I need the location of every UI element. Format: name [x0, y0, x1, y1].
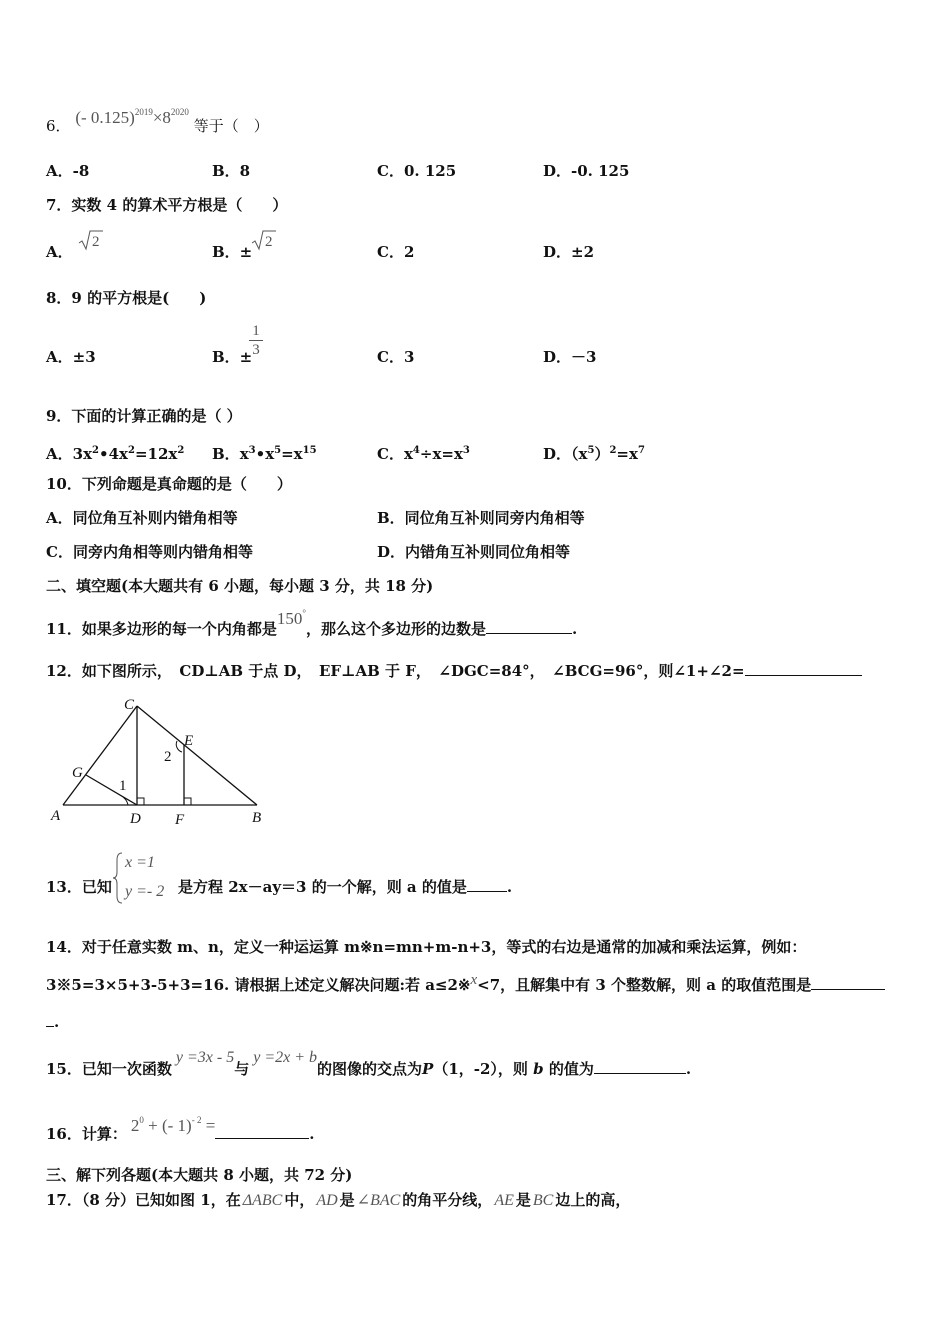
q11-answer-blank	[486, 633, 572, 634]
q9-c-label: C．	[377, 445, 404, 463]
q9-b-term: x	[239, 445, 249, 463]
figure-label-e: E	[184, 733, 194, 749]
q14-line1: 14．对于任意实数 m、n，定义一种运运算 m※n=mn+m-n+3，等式的右边是通常的加减和乘法运算，例如：	[46, 938, 807, 956]
q12-answer-blank	[745, 675, 862, 676]
q16-expr3: =	[201, 1116, 216, 1135]
figure-label-b: B	[252, 810, 262, 826]
q16-expr1: 2	[130, 1116, 140, 1135]
q9-b-sup: 3	[248, 445, 256, 456]
q9-stem: 9．下面的计算正确的是（ ）	[46, 407, 242, 425]
q10-option-c: C．同旁内角相等则内错角相等	[46, 543, 253, 561]
q12-figure	[46, 692, 276, 830]
q9-d-sup: 7	[637, 445, 645, 456]
q16-line	[46, 1115, 315, 1144]
q9-d-label: D．	[543, 445, 572, 463]
q7-b-label: B．±	[212, 243, 253, 261]
q9-c-sup: 3	[462, 445, 470, 456]
q11-angle: 150	[276, 609, 303, 628]
q10-option-a: A．同位角互补则内错角相等	[46, 509, 238, 527]
q14-line3	[46, 1012, 59, 1032]
q7-option-d: D．±2	[543, 243, 595, 261]
q15-point-p: P	[422, 1060, 434, 1078]
q6-exp2: 2020	[170, 107, 189, 117]
q6-line	[46, 107, 269, 136]
q6-exp1: 2019	[134, 107, 153, 117]
q17-mid3: 的角平分线，	[402, 1191, 493, 1209]
q15-b: b	[533, 1060, 544, 1078]
q11-post: ，那么这个多边形的边数是	[306, 620, 487, 638]
q8-frac-den: 3	[252, 342, 260, 358]
q14-answer-blank	[811, 989, 885, 990]
q9-option-c	[377, 441, 470, 464]
q9-b-sup: 15	[302, 445, 317, 456]
q7-option-a	[46, 242, 73, 262]
q9-d-term: （x	[571, 445, 588, 463]
q9-b-term: =x	[281, 445, 303, 463]
q17-mid4: 是	[515, 1191, 531, 1209]
q13-post-line	[178, 877, 512, 897]
q15-post3: 的值为	[543, 1060, 594, 1078]
q13-end: .	[506, 878, 513, 896]
q9-c-term: ÷x=x	[419, 445, 463, 463]
q17-angle: ∠BAC	[356, 1192, 401, 1209]
section-2-heading: 二、填空题(本大题共有 6 小题，每小题 3 分，共 18 分)	[46, 577, 434, 595]
q11-line	[46, 608, 578, 639]
q11-end: .	[572, 620, 578, 638]
q7-a-label: A．	[46, 243, 73, 261]
q9-a-sup: 2	[177, 445, 185, 456]
q15-answer-blank	[594, 1073, 686, 1074]
q6-option-b: B．8	[212, 162, 251, 180]
q15-end: .	[685, 1060, 692, 1078]
q9-a-term: •4x	[99, 445, 128, 463]
q7-option-b	[212, 242, 252, 262]
q9-option-d	[543, 441, 645, 464]
q9-a-sup: 2	[127, 445, 135, 456]
q17-ad: AD	[316, 1192, 338, 1209]
q10-option-b: B．同位角互补则同旁内角相等	[377, 509, 585, 527]
q15-pre: 15．已知一次函数	[46, 1060, 172, 1078]
q16-answer-blank	[215, 1138, 309, 1139]
q17-pre: 17．（8 分）已知如图 1，在	[46, 1191, 241, 1209]
q11-deg: °	[302, 608, 306, 618]
q10-stem: 10．下列命题是真命题的是（ ）	[46, 475, 292, 493]
q7-a-sqrt	[78, 228, 104, 252]
q16-end: .	[309, 1125, 315, 1143]
q17-mid1: 中，	[284, 1191, 315, 1209]
q14-end: .	[54, 1013, 60, 1031]
q10-option-d: D．内错角互补则同位角相等	[377, 543, 571, 561]
q15-function-2: y =2x + b	[253, 1049, 318, 1066]
q13-answer-blank	[467, 891, 507, 892]
q8-option-d: D．－3	[543, 348, 597, 366]
q8-b-label: B．±	[212, 348, 253, 366]
figure-label-d: D	[130, 811, 141, 827]
q9-d-term: =x	[616, 445, 638, 463]
q12-line	[46, 661, 862, 681]
q16-expr2: + (- 1)	[143, 1116, 192, 1135]
q14-x: x	[470, 972, 478, 988]
q16-exp1: 0	[139, 1115, 144, 1125]
q6-option-a: A．-8	[46, 162, 90, 180]
q9-d-sup: 5	[587, 445, 595, 456]
figure-label-angle-1: 1	[119, 778, 127, 794]
q9-a-label: A．	[46, 445, 73, 463]
q17-mid2: 是	[339, 1191, 355, 1209]
q16-pre: 16．计算：	[46, 1125, 127, 1143]
q6-times: ×8	[152, 108, 171, 127]
q7-a-radicand: 2	[92, 234, 100, 250]
q9-a-term: =12x	[134, 445, 178, 463]
q9-c-term: x	[403, 445, 413, 463]
q14-line2	[46, 972, 885, 996]
q15-function-1: y =3x - 5	[175, 1049, 235, 1066]
q13-post: 是方程 2x－ay＝3 的一个解，则 a 的值是	[178, 878, 467, 896]
q7-option-c: C．2	[377, 243, 415, 261]
q6-option-d: D．-0. 125	[543, 162, 630, 180]
q14-line2-post: <7，且解集中有 3 个整数解，则 a 的取值范围是	[477, 976, 812, 994]
q17-line	[46, 1190, 630, 1211]
q15-line	[46, 1049, 692, 1080]
q7-b-sqrt	[251, 228, 277, 252]
q9-a-sup: 2	[92, 445, 99, 456]
q6-stem: 等于（ ）	[193, 117, 269, 135]
q15-post1: 的图像的交点为	[317, 1060, 423, 1078]
q15-post2: （1，-2），则	[433, 1060, 534, 1078]
q9-b-sup: 5	[274, 445, 282, 456]
q8-option-a: A．±3	[46, 348, 96, 366]
figure-label-g: G	[72, 765, 83, 781]
figure-label-a: A	[51, 808, 61, 824]
q9-b-term: •x	[255, 445, 275, 463]
q8-stem: 8．9 的平方根是( )	[46, 289, 207, 307]
q8-frac-num: 1	[252, 323, 260, 339]
q9-option-a	[46, 441, 184, 464]
q17-bc: BC	[532, 1192, 554, 1209]
figure-label-c: C	[124, 697, 135, 713]
q12-stem: 12．如下图所示， CD⊥AB 于点 D， EF⊥AB 于 F， ∠DGC=84°， ∠BCG=96°，则∠1+∠2=	[46, 662, 745, 680]
q9-d-sup: 2	[609, 445, 617, 456]
section-3-heading: 三、解下列各题(本大题共 8 小题，共 72 分)	[46, 1166, 353, 1184]
q13-eq2: y =- 2	[125, 883, 165, 900]
q9-b-label: B．	[212, 445, 240, 463]
q15-mid: 与	[234, 1060, 250, 1078]
q13-brace	[112, 852, 124, 904]
q14-line2-pre: 3※5=3×5+3-5+3=16. 请根据上述定义解决问题:若 a≤2※	[46, 976, 471, 994]
q9-option-b	[212, 441, 317, 464]
q8-b-fraction	[249, 322, 263, 359]
q8-option-c: C．3	[377, 348, 415, 366]
q9-d-term: ）	[594, 445, 610, 463]
q6-number: 6．	[46, 117, 71, 135]
q17-post: 边上的高，	[555, 1191, 631, 1209]
q17-ae: AE	[494, 1192, 514, 1209]
q7-stem: 7．实数 4 的算术平方根是（ ）	[46, 196, 288, 214]
q17-triangle: ΔABC	[242, 1192, 283, 1209]
q8-option-b	[212, 347, 252, 367]
q9-a-term: 3x	[72, 445, 93, 463]
q16-exp2: - 2	[191, 1115, 202, 1125]
figure-label-angle-2: 2	[164, 749, 172, 765]
q6-base: (- 0.125)	[75, 108, 135, 127]
q9-c-sup: 4	[412, 445, 420, 456]
q13-eq1: x =1	[125, 854, 155, 871]
q7-b-radicand: 2	[265, 234, 273, 250]
q6-option-c: C．0. 125	[377, 162, 457, 180]
q13-pre: 13．已知	[46, 878, 112, 896]
q14-answer-blank-cont	[46, 1026, 54, 1027]
figure-label-f: F	[175, 812, 185, 828]
q11-pre: 11．如果多边形的每一个内角都是	[46, 620, 277, 638]
